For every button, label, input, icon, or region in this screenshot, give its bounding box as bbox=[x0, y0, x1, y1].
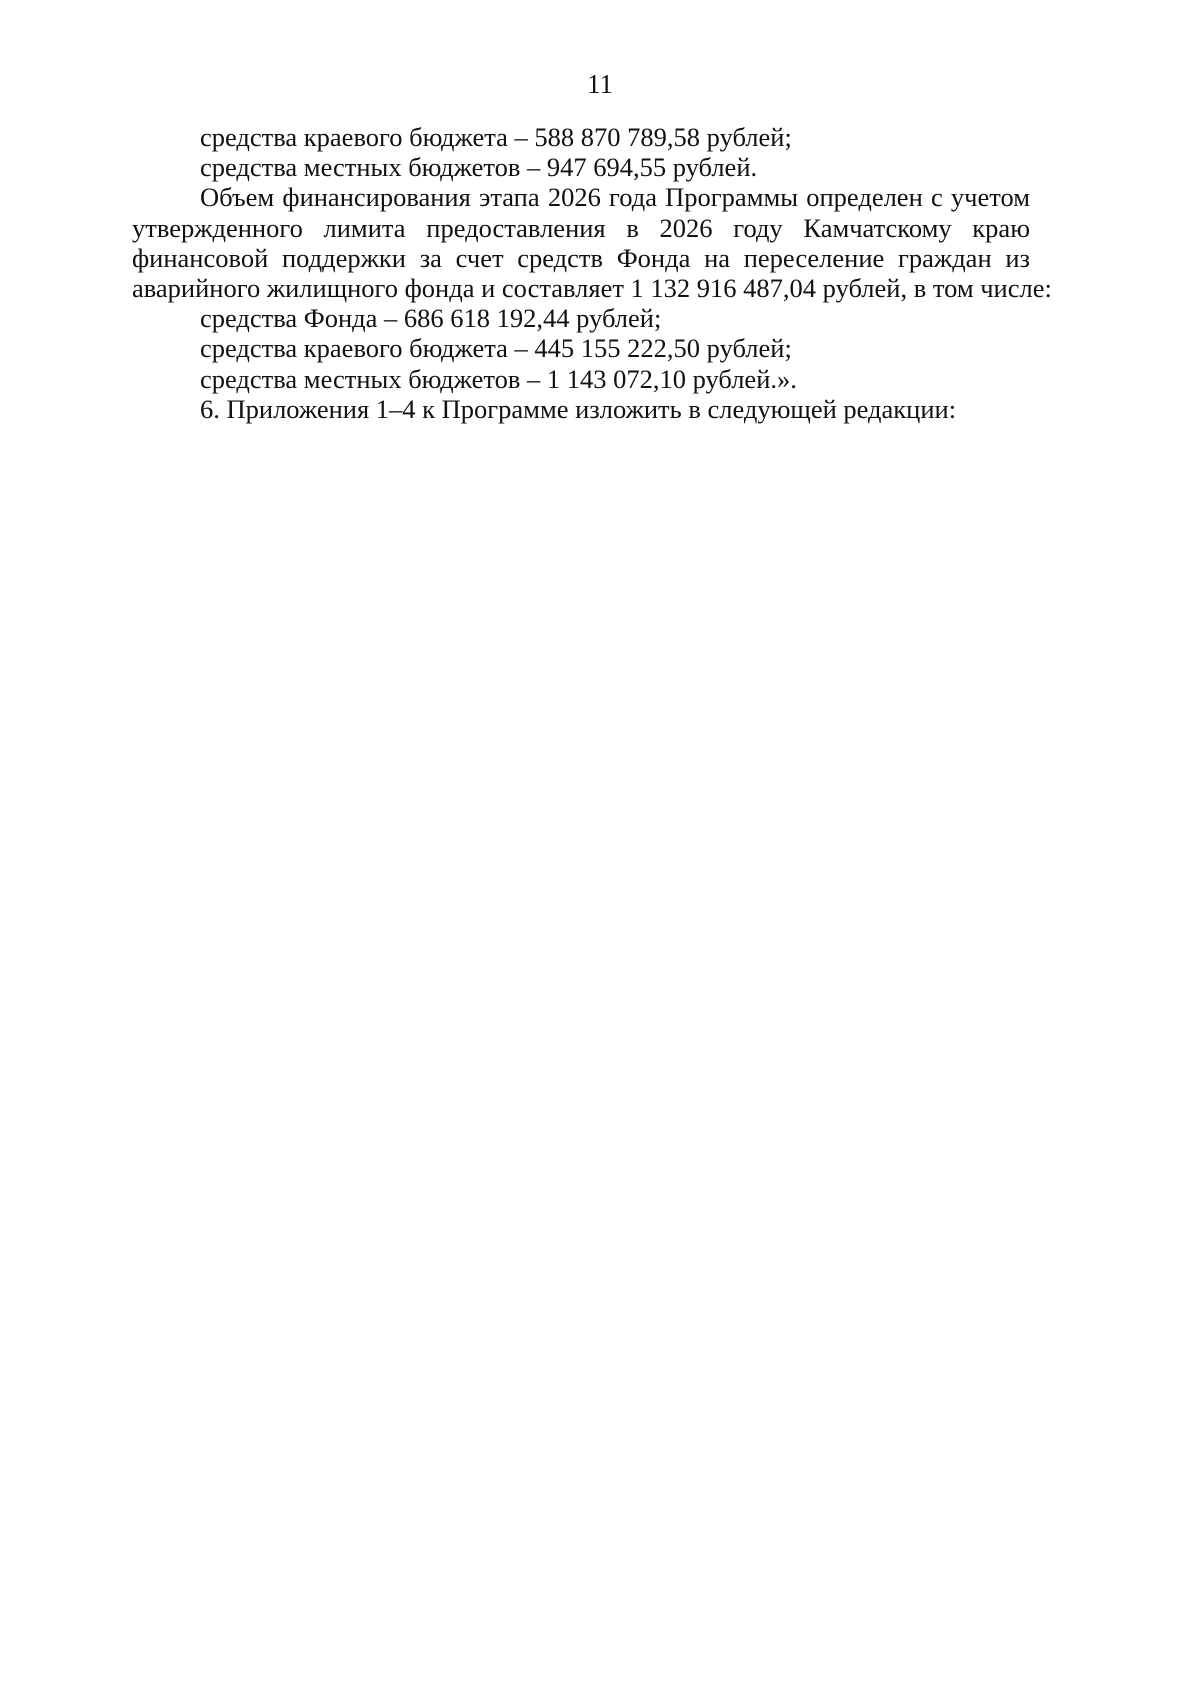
page-number: 11 bbox=[587, 69, 613, 99]
document-body bbox=[132, 122, 1052, 424]
paragraph-line: финансовой поддержки за счет средств Фонда на переселение граждан из bbox=[132, 242, 1030, 273]
paragraph-line: аварийного жилищного фонда и составляет 1 132 916 487,04 рублей, в том числе: bbox=[132, 273, 1052, 304]
text-line-fund-2026: средства Фонда – 686 618 192,44 рублей; bbox=[200, 303, 662, 334]
text-line-regional-budget-2026: средства краевого бюджета – 445 155 222,50 рублей; bbox=[200, 333, 792, 364]
text-line-local-budget-2025: средства местных бюджетов – 947 694,55 рублей. bbox=[200, 152, 758, 183]
financing-paragraph-2026 bbox=[132, 182, 1052, 304]
paragraph-line: Объем финансирования этапа 2026 года Программы определен с учетом bbox=[200, 182, 1030, 213]
text-line-appendices-clause: 6. Приложения 1–4 к Программе изложить в следующей редакции: bbox=[200, 393, 957, 424]
text-line-local-budget-2026: средства местных бюджетов – 1 143 072,10 рублей.». bbox=[200, 363, 797, 394]
paragraph-line: утвержденного лимита предоставления в 2026 году Камчатскому краю bbox=[132, 212, 1030, 243]
text-line-regional-budget-2025: средства краевого бюджета – 588 870 789,58 рублей; bbox=[200, 122, 792, 152]
